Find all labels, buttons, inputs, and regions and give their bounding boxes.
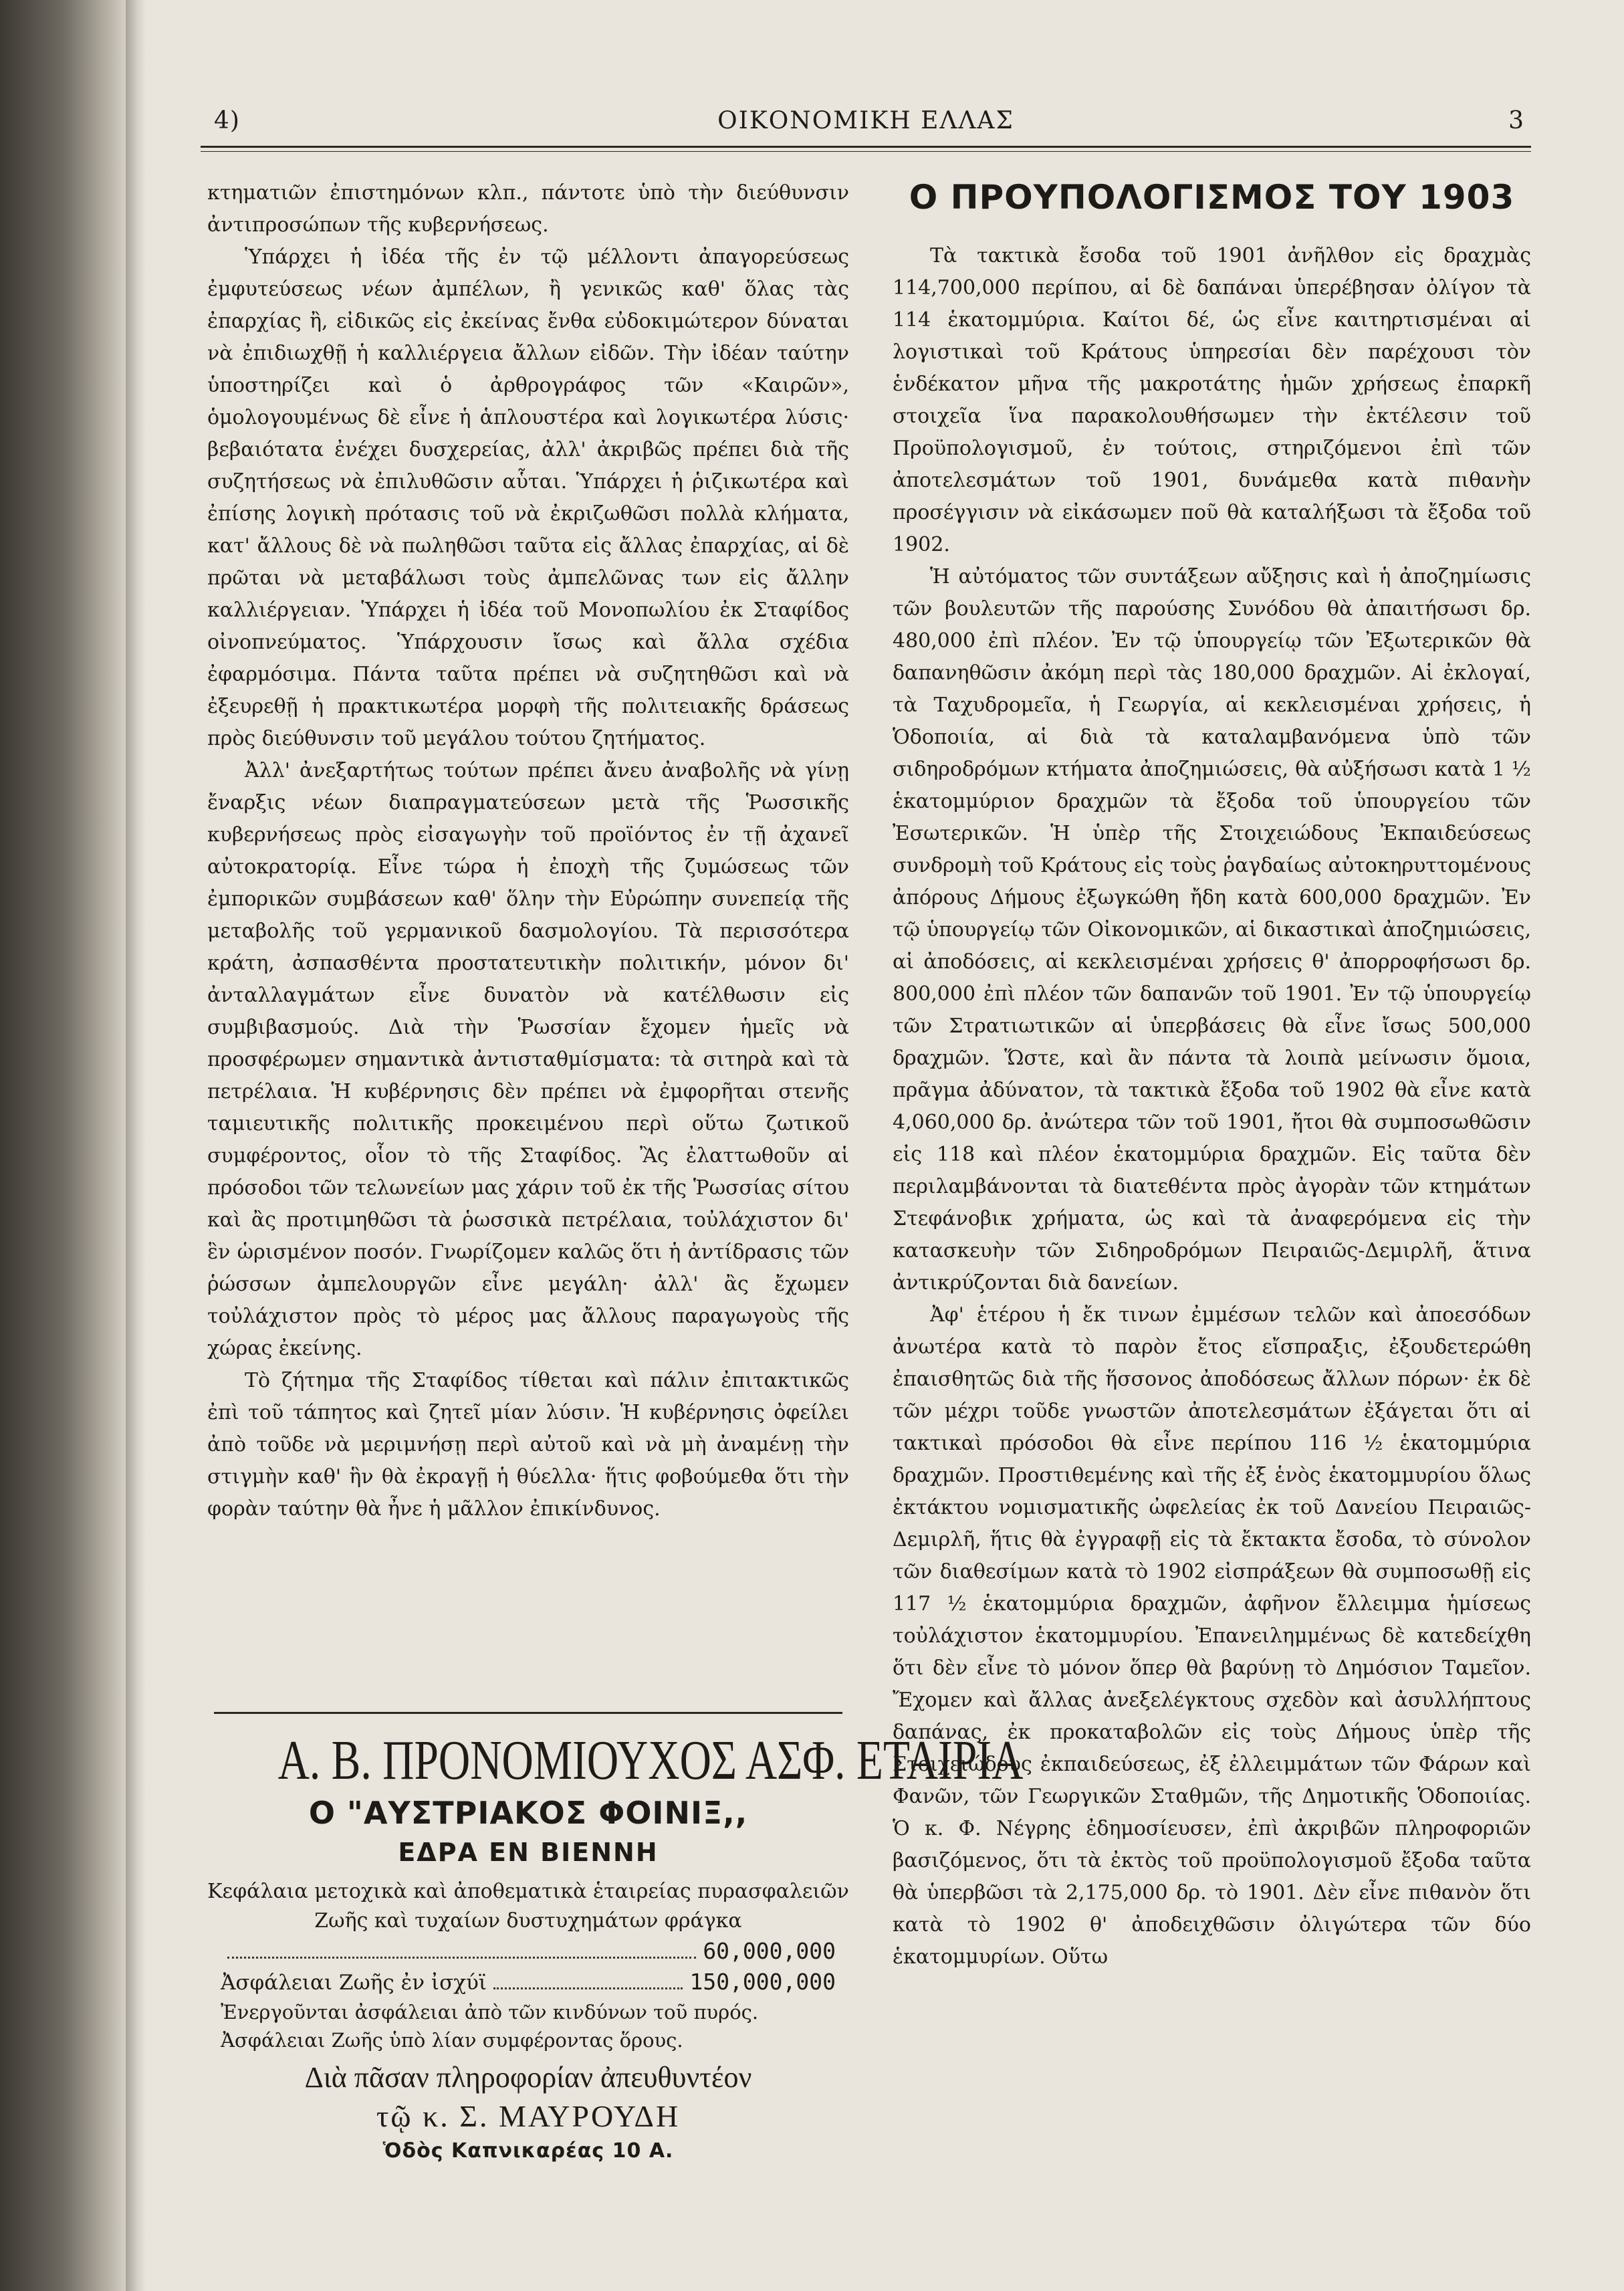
advertisement-rule [214,1712,842,1714]
paragraph: Τὸ ζήτημα τῆς Σταφίδος τίθεται καὶ πάλιν ἐπιτακτικῶς ἐπὶ τοῦ τάπητος καὶ ζητεῖ μίαν λύσιν. Ἡ κυβέρνησις ὀφείλει ἀπὸ τοῦδε νὰ μεριμνήσῃ περὶ αὐτοῦ καὶ νὰ μὴ ἀναμένῃ τὴν στιγμὴν καθ' ἣν θὰ ἐκραγῇ ἡ θύελλα· ἥτις φοβούμεθα ὅτι τὴν φορὰν ταύτην θὰ ἦνε ἡ μᾶλλον ἐπικίνδυνος. [207,1369,849,1521]
paragraph: Τὰ τακτικὰ ἔσοδα τοῦ 1901 ἀνῆλθον εἰς δραχμὰς 114,700,000 περίπου, αἱ δὲ δαπάναι ὑπερέβησαν ὀλίγον τὰ 114 ἑκατομμύρια. Καίτοι δέ, ὡς εἶνε καιτηρτισμέναι αἱ λογιστικαὶ τοῦ Κράτους ὑπηρεσίαι δὲν παρέχουσι τὸν ἑνδέκατον μῆνα τῆς μακροτάτης ἡμῶν χρήσεως ἐπαρκῆ στοιχεῖα ἵνα παρακολουθήσωμεν τὴν ἐκτέλεσιν τοῦ Προϋπολογισμοῦ, ἐν τούτοις, στηριζόμενοι ἐπὶ τῶν ἀποτελεσμάτων τοῦ 1901, δυνάμεθα κατὰ πιθανὴν προσέγγισιν νὰ εἰκάσωμεν ποῦ θὰ καταλήξωσι τὰ ἔξοδα τοῦ 1902. [893,244,1531,556]
ad-capital-row [207,1936,849,1967]
page-label: 4) [214,107,240,134]
ad-life-line: Ἀσφάλειαι Ζωῆς ὑπὸ λίαν συμφέροντας ὅρους. [221,2029,683,2052]
insurance-advertisement [207,1729,1024,2167]
paragraph: Ἀφ' ἑτέρου ἡ ἔκ τινων ἐμμέσων τελῶν καὶ ἀποεσόδων ἀνωτέρα κατὰ τὸ παρὸν ἔτος εἴσπραξις, ἐξουδετερώθη ἐπαισθητῶς διὰ τῆς ἥσσονος ἀποδόσεως ἄλλων πόρων· ἐκ δὲ τῶν μέχρι τοῦδε γνωστῶν ἀποτελεσμάτων ἐξάγεται ὅτι αἱ τακτικαὶ πρόσοδοι θὰ εἶνε περίπου 116 ½ ἑκατομμύρια δραχμῶν. Προστιθεμένης καὶ τῆς ἐξ ἑνὸς ἑκατομμυρίου ὅλως ἐκτάκτου νομισματικῆς ὠφελείας ἐκ τοῦ Δανείου Πειραιῶς-Δεμιρλῆ, ἥτις θὰ ἐγγραφῇ εἰς τὰ ἔκτακτα ἔσοδα, τὸ σύνολον τῶν διαθεσίμων κατὰ τὸ 1902 εἰσπράξεων θὰ συμποσωθῇ εἰς 117 ½ ἑκατομμύρια δραχμῶν, ἀφῆνον ἔλλειμμα ἡμίσεως τοὐλάχιστον ἑκατομμυρίου. Ἐπανειλημμένως δὲ κατεδείχθη ὅτι δὲν εἶνε τὸ μόνον ὅπερ θὰ βαρύνῃ τὸ Δημόσιον Ταμεῖον. Ἔχομεν καὶ ἄλλας ἀνεξελέγκτους σχεδὸν καὶ ἀσυλλήπτους δαπάνας, ἐκ προκαταβολῶν εἰς τοὺς Δήμους ὑπὲρ τῆς Στοιχειώδους ἐκπαιδεύσεως, ἐξ ἐλλειμμάτων τῶν Φάρων καὶ Φανῶν, τῶν Γεωργικῶν Σταθμῶν, τῆς Δημοτικῆς Ὁδοποιίας. Ὁ κ. Φ. Νέγρης ἐδημοσίευσεν, ἐπὶ ἀκριβῶν πληροφοριῶν βασιζόμενος, ὅτι τὰ ἐκτὸς τοῦ προϋπολογισμοῦ ἔξοδα ταῦτα θὰ ὑπερβῶσι τὰ 2,175,000 δρ. τὸ 1901. Δὲν εἶνε πιθανὸν ὅτι κατὰ τὸ 1902 θ' ἀποδειχθῶσιν ὀλιγώτερα τῶν δύο ἑκατομμυρίων. Οὕτω [893,1303,1531,1969]
leader-dots [227,1957,696,1959]
ad-address: Ὁδὸς Καπνικαρέας 10 Α. [382,2139,674,2163]
gutter-shadow [126,0,146,2291]
journal-title: ΟΙΚΟΝΟΜΙΚΗ ΕΛΛΑΣ [717,107,1014,134]
newspaper-page [201,0,1531,2291]
book-binding-shadow [0,0,137,2291]
ad-capital-label: Κεφάλαια μετοχικὰ καὶ ἀποθεματικὰ ἑταιρείας πυρασφαλειῶν Ζωῆς καὶ τυχαίων δυστυχημάτων φράγκα [207,1880,849,1933]
ad-contact: τῷ κ. Σ. ΜΑΥΡΟΥΔΗ [376,2099,681,2133]
leader-dots [493,1987,683,1989]
ad-info-line: Διὰ πᾶσαν πληροφορίαν ἀπευθυντέον [304,2061,752,2094]
header-rule-thick [201,146,1531,148]
ad-brand: Ο "ΑΥΣΤΡΙΑΚΟΣ ΦΟΙΝΙΞ,, [308,1795,748,1831]
paragraph: κτηματιῶν ἐπιστημόνων κλπ., πάντοτε ὑπὸ τὴν διεύθυνσιν ἀντιπροσώπων τῆς κυβερνήσεως. [207,181,849,237]
article-title: Ο ΠΡΟΥΠΟΛΟΓΙΣΜΟΣ ΤΟΥ 1903 [909,178,1515,217]
ad-insurance-label: Ἀσφάλειαι Ζωῆς ἐν ἰσχύϊ [221,1971,487,1995]
page-header [201,94,1531,140]
header-rule-thin [201,151,1531,152]
right-column [893,177,1531,1973]
ad-seat: ΕΔΡΑ ΕΝ ΒΙΕΝΝΗ [398,1838,659,1867]
ad-capital-value: 60,000,000 [703,1938,836,1964]
ad-insurance-value: 150,000,000 [689,1969,836,1995]
page-number: 3 [1508,107,1524,134]
ad-insurance-row [207,1967,849,1998]
paragraph: Ἀλλ' ἀνεξαρτήτως τούτων πρέπει ἄνευ ἀναβολῆς νὰ γίνῃ ἔναρξις νέων διαπραγματεύσεων μετὰ τῆς Ῥωσσικῆς κυβερνήσεως πρὸς εἰσαγωγὴν τοῦ προϊόντος ἐν τῇ ἀχανεῖ αὐτοκρατορίᾳ. Εἶνε τώρα ἡ ἐποχὴ τῆς ζυμώσεως τῶν ἐμπορικῶν συμβάσεων καθ' ὅλην τὴν Εὐρώπην συνεπείᾳ τῆς μεταβολῆς τοῦ γερμανικοῦ δασμολογίου. Τὰ περισσότερα κράτη, ἀσπασθέντα προστατευτικὴν πολιτικήν, μόνον δι' ἀνταλλαγμάτων εἶνε δυνατὸν νὰ κατέλθωσιν εἰς συμβιβασμούς. Διὰ τὴν Ῥωσσίαν ἔχομεν ἡμεῖς νὰ προσφέρωμεν σημαντικὰ ἀντισταθμίσματα: τὰ σιτηρὰ καὶ τὰ πετρέλαια. Ἡ κυβέρνησις δὲν πρέπει νὰ ἐμφορῆται στενῆς ταμιευτικῆς πολιτικῆς προκειμένου περὶ οὕτω ζωτικοῦ συμφέροντος, οἷον τὸ τῆς Σταφίδος. Ἂς ἐλαττωθοῦν αἱ πρόσοδοι τῶν τελωνείων μας χάριν τοῦ ἐκ τῆς Ῥωσσίας σίτου καὶ ἂς προτιμηθῶσι τὰ ῥωσσικὰ πετρέλαια, τοὐλάχιστον δι' ἓν ὡρισμένον ποσόν. Γνωρίζομεν καλῶς ὅτι ἡ ἀντίδρασις τῶν ῥώσσων ἀμπελουργῶν εἶνε μεγάλη· ἀλλ' ἂς ἔχωμεν τοὐλάχιστον πρὸς τὸ μέρος μας ἄλλους παραγωγοὺς τῆς χώρας ἐκείνης. [207,759,849,1360]
paragraph: Ἡ αὐτόματος τῶν συντάξεων αὔξησις καὶ ἡ ἀποζημίωσις τῶν βουλευτῶν τῆς παρούσης Συνόδου θὰ ἀπαιτήσωσι δρ. 480,000 ἐπὶ πλέον. Ἐν τῷ ὑπουργείῳ τῶν Ἐξωτερικῶν θὰ δαπανηθῶσιν ἀκόμη περὶ τὰς 180,000 δραχμῶν. Αἱ ἐκλογαί, τὰ Ταχυδρομεῖα, ἡ Γεωργία, αἱ κεκλεισμέναι χρήσεις, ἡ Ὁδοποιία, αἱ διὰ τὰ καταλαμβανόμενα ὑπὸ τῶν σιδηροδρόμων κτήματα ἀποζημιώσεις, θὰ αὐξήσωσι κατὰ 1 ½ ἑκατομμύριον δραχμῶν τὰ ἔξοδα τοῦ ὑπουργείου τῶν Ἐσωτερικῶν. Ἡ ὑπὲρ τῆς Στοιχειώδους Ἐκπαιδεύσεως συνδρομὴ τοῦ Κράτους εἰς τοὺς ῥαγδαίως αὐτοκηρυττομένους ἀπόρους Δήμους ἐξωγκώθη ἤδη κατὰ 600,000 δραχμῶν. Ἐν τῷ ὑπουργείῳ τῶν Οἰκονομικῶν, αἱ δικαστικαὶ ἀποζημιώσεις, αἱ ἀποδόσεις, αἱ κεκλεισμέναι χρήσεις θ' ἀπορροφήσωσι δρ. 800,000 ἐπὶ πλέον τῶν δαπανῶν τοῦ 1901. Ἐν τῷ ὑπουργείῳ τῶν Στρατιωτικῶν αἱ ὑπερβάσεις θὰ εἶνε ἴσως 500,000 δραχμῶν. Ὥστε, καὶ ἂν πάντα τὰ λοιπὰ μείνωσιν ὅμοια, πρᾶγμα ἀδύνατον, τὰ τακτικὰ ἔξοδα τοῦ 1902 θὰ εἶνε κατὰ 4,060,000 δρ. ἀνώτερα τῶν τοῦ 1901, ἤτοι θὰ συμποσωθῶσιν εἰς 118 καὶ πλέον ἑκατομμύρια δραχμῶν. Εἰς ταῦτα δὲν περιλαμβάνονται τὰ διατεθέντα πρὸς ἀγορὰν τῶν κτημάτων Στεφάνοβικ χρήματα, ὡς καὶ τὰ ἀναφερόμενα εἰς τὴν κατασκευὴν τῶν Σιδηροδρόμων Πειραιῶς-Δεμιρλῆ, ἅτινα ἀντικρύζονται διὰ δανείων. [893,565,1531,1295]
ad-fire-line: Ἐνεργοῦνται ἀσφάλειαι ἀπὸ τῶν κινδύνων τοῦ πυρός. [221,2001,759,2024]
left-column [207,177,849,1525]
paragraph: Ὑπάρχει ἡ ἰδέα τῆς ἐν τῷ μέλλοντι ἀπαγορεύσεως ἐμφυτεύσεως νέων ἀμπέλων, ἢ γενικῶς καθ' ὅλας τὰς ἐπαρχίας ἢ, εἰδικῶς εἰς ἐκείνας ἔνθα εὐδοκιμώτερον δύναται νὰ ἐπιδιωχθῇ ἡ καλλιέργεια ἄλλων εἰδῶν. Τὴν ἰδέαν ταύτην ὑποστηρίζει καὶ ὁ ἀρθρογράφος τῶν «Καιρῶν», ὁμολογουμένως δὲ εἶνε ἡ ἁπλουστέρα καὶ λογικωτέρα λύσις· βεβαιότατα ἐνέχει δυσχερείας, ἀλλ' ἀκριβῶς πρέπει διὰ τῆς συζητήσεως νὰ ἐπιλυθῶσιν αὗται. Ὑπάρχει ἡ ῥιζικωτέρα καὶ ἐπίσης λογικὴ πρότασις τοῦ νὰ ἐκριζωθῶσι πολλὰ κλήματα, κατ' ἄλλους δὲ νὰ πωληθῶσι ταῦτα εἰς ἄλλας ἐπαρχίας, αἱ δὲ πρῶται νὰ μεταβάλωσι τοὺς ἀμπελῶνας των εἰς ἄλλην καλλιέργειαν. Ὑπάρχει ἡ ἰδέα τοῦ Μονοπωλίου ἐκ Σταφίδος οἰνοπνεύματος. Ὑπάρχουσιν ἴσως καὶ ἄλλα σχέδια ἐφαρμόσιμα. Πάντα ταῦτα πρέπει νὰ συζητηθῶσι καὶ νὰ ἐξευρεθῇ ἡ πρακτικωτέρα μορφὴ τῆς πολιτειακῆς δράσεως πρὸς διεύθυνσιν τοῦ μεγάλου τούτου ζητήματος. [207,245,849,750]
ad-company-name: Α. Β. ΠΡΟΝΟΜΙΟΥΧΟΣ ΑΣΦ. ΕΤΑΙΡΙΑ [277,1729,1024,1791]
